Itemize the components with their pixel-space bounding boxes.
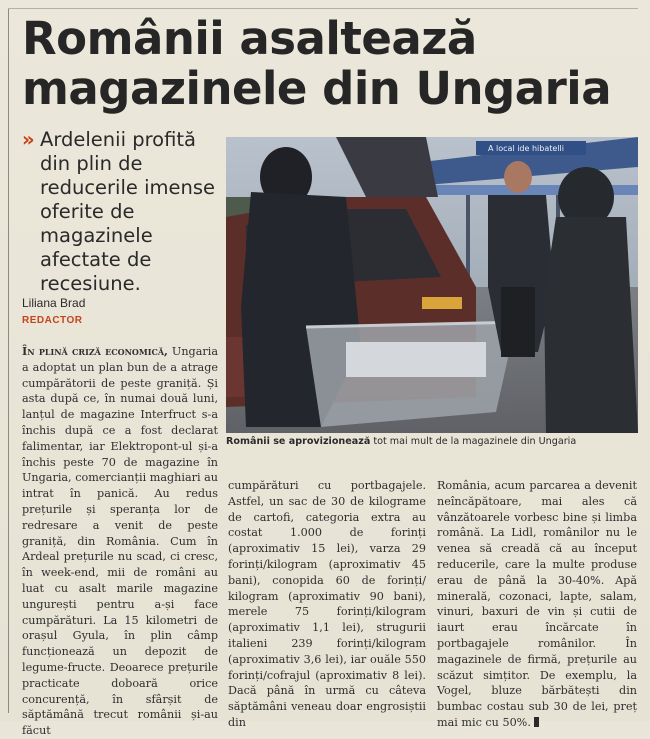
column-rule: [8, 8, 9, 713]
caption-bold: Românii se aprovizionează: [226, 436, 371, 447]
article-photo: [226, 137, 638, 433]
end-mark: [534, 717, 539, 727]
byline-author: Liliana Brad: [22, 296, 86, 310]
lead-marker: »: [22, 128, 35, 151]
top-rule: [8, 8, 638, 9]
body-lead-in: În plină criză economică,: [22, 344, 168, 358]
article-lead: [22, 128, 222, 296]
body-text-2: cumpărături cu portbagajele. Astfel, un sac de 30 de kilograme de cartofi, categoria extra au costat 1.000 de forinți (aproximativ 15 lei), varza 29 forinți/kilogram (aproximativ 45 bani), conopida 60 de forinți/ kilogram (aproximativ 90 bani), merele 75 forinți/kilogram (aproximativ 1,1 lei), strugurii italieni 239 forinți/kilogram (aproximativ 3,6 lei), iar ouăle 550 forinți/cofrajul (aproximativ 8 lei). Dacă până în urmă cu câteva săptămâni veneau doar engrosiștii din: [228, 479, 426, 729]
lead-text: Ardelenii profită din plin de reducerile imense oferite de magazinele afectate de recesiune.: [40, 128, 216, 295]
body-column-1: [22, 344, 218, 739]
photo-illustration: [226, 137, 638, 433]
body-column-3: [437, 478, 637, 731]
byline-role: REDACTOR: [22, 315, 83, 326]
photo-caption: [226, 436, 638, 447]
photo-sign-text: A local ide hibatelli: [488, 144, 564, 153]
article-headline: Românii asaltează magazinele din Ungaria: [22, 12, 612, 115]
body-text-3: România, acum parcarea a devenit neîncăpătoare, mai ales că vânzătoarele vorbesc bine și limba română. La Lidl, românilor nu le venea să creadă că au început reducerile, care la multe produse erau de până la 30-40%. Apă minerală, cozonaci, lapte, salam, vinuri, baxuri de vin și cutii de iaurt erau încărcate în portbagajele românilor. În magazinele de firmă, prețurile au scăzut simțitor. De exemplu, la Vogel, bluze bărbătești din bumbac costau sub 30 de lei, preț mai mic cu 50%.: [437, 479, 637, 729]
body-column-2: [228, 478, 426, 731]
caption-rest: tot mai mult de la magazinele din Ungaria: [373, 436, 577, 447]
body-text-1: Ungaria a adoptat un plan bun de a atrage cumpărătorii de peste graniță. Și asta după ce, în numai două luni, lanțul de magazine Interfruct s-a închis după ce a fost declarat falimentar, iar Elektropont-ul și-a închis peste 70 de magazine în Ungaria, comercianții maghiari au intrat în panică. Au redus prețurile și speranța lor de redresare a venit de peste graniță, din România. Cum în Ardeal prețurile nu scad, ci cresc, în week-end, mii de români au luat cu asalt marile magazine ungurești pentru a-și face cumpărături. La 15 kilometri de orașul Gyula, în plin câmp funcționează un depozit de legume-fructe. Deoarece prețurile practicate doboară orice concurență, în sfârșit de săptămână trecut românii și-au făcut: [22, 345, 218, 738]
